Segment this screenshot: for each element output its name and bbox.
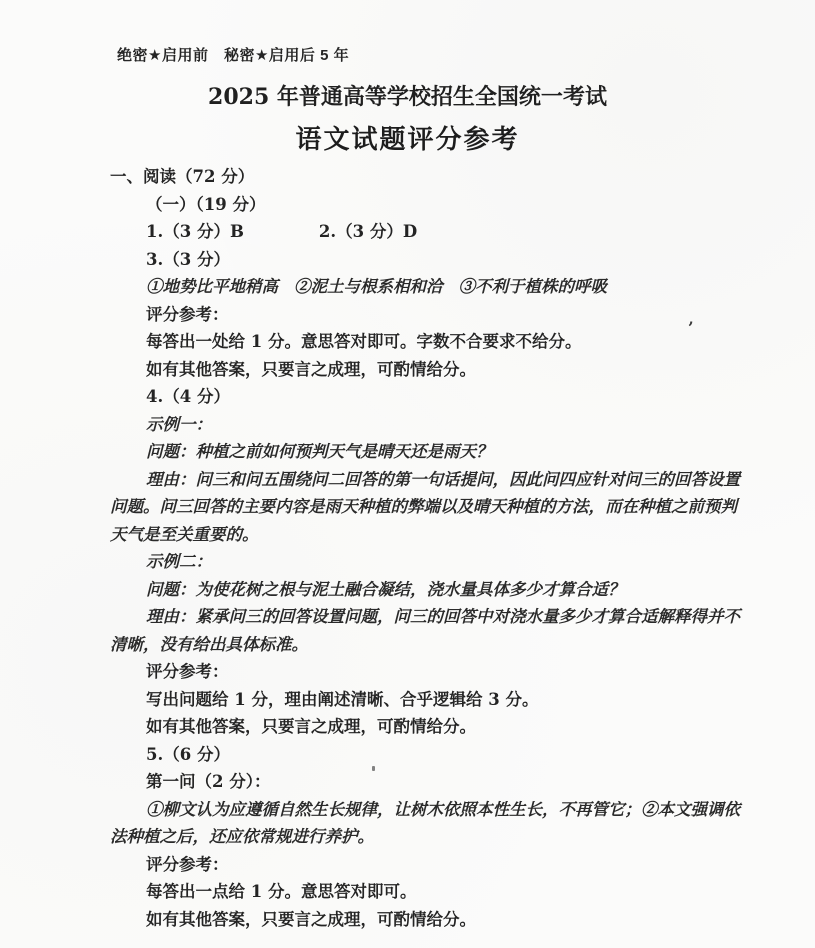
text-line bbox=[110, 273, 722, 301]
text-line bbox=[110, 218, 722, 246]
scan-artifact-speck bbox=[372, 766, 375, 771]
text-line: 每答出一处给 1 分。意思答对即可。字数不合要求不给分。 bbox=[146, 332, 582, 351]
secrecy-notice: 绝密★启用前 秘密★启用后 5 年 bbox=[117, 47, 350, 64]
text-line: 问题：种植之前如何预判天气是晴天还是雨天？ bbox=[146, 442, 493, 461]
text-segment: 2.（3 分）D bbox=[318, 222, 418, 241]
text-line: 3.（3 分） bbox=[146, 249, 230, 269]
text-line: ①柳文认为应遵循自然生长规律，让树木依照本性生长，不再管它；②本文强调依 bbox=[146, 799, 740, 819]
text-line: 4.（4 分） bbox=[146, 387, 230, 406]
text-line: 法种植之后，还应依常规进行养护。 bbox=[110, 827, 374, 846]
text-line: 清晰，没有给出具体标准。 bbox=[110, 634, 308, 654]
text-line: 如有其他答案，只要言之成理，可酌情给分。 bbox=[146, 359, 476, 379]
text-line: 如有其他答案，只要言之成理，可酌情给分。 bbox=[146, 717, 476, 736]
document-body bbox=[110, 163, 740, 933]
text-line: 5.（6 分） bbox=[146, 744, 230, 764]
text-line: 示例二： bbox=[146, 552, 212, 571]
text-segment: ③不利于植株的呼吸 bbox=[458, 277, 607, 296]
text-line: 评分参考： bbox=[146, 662, 229, 681]
scan-artifact-comma: ’ bbox=[688, 318, 694, 337]
text-segment: ①地势比平地稍高 bbox=[146, 277, 278, 296]
text-line: 写出问题给 1 分，理由阐述清晰、合乎逻辑给 3 分。 bbox=[146, 689, 539, 709]
text-line: 一、阅读（72 分） bbox=[110, 167, 255, 186]
text-line: 每答出一点给 1 分。意思答对即可。 bbox=[146, 882, 417, 901]
text-line: （一）（19 分） bbox=[146, 194, 266, 214]
text-line: 天气是至关重要的。 bbox=[110, 524, 259, 544]
text-line: 评分参考： bbox=[146, 854, 229, 874]
text-line: 如有其他答案，只要言之成理，可酌情给分。 bbox=[146, 909, 476, 929]
exam-title: 2025 年普通高等学校招生全国统一考试 bbox=[208, 84, 607, 110]
text-line: 示例一： bbox=[146, 414, 212, 434]
text-line: 问题：为使花树之根与泥土融合凝结，浇水量具体多少才算合适？ bbox=[146, 579, 625, 599]
text-segment: 1.（3 分）B bbox=[146, 222, 244, 241]
text-line: 问题。问三回答的主要内容是雨天种植的弊端以及晴天种植的方法，而在种植之前预判 bbox=[110, 497, 737, 516]
text-line: 理由：问三和问五围绕问二回答的第一句话提问，因此问四应针对问三的回答设置 bbox=[146, 469, 740, 489]
text-line: 评分参考： bbox=[146, 304, 229, 324]
text-line: 第一问（2 分）： bbox=[146, 772, 271, 791]
text-line: 理由：紧承问三的回答设置问题，问三的回答中对浇水量多少才算合适解释得并不 bbox=[146, 607, 740, 626]
document-title: 语文试题评分参考 bbox=[295, 125, 520, 155]
text-segment: ②泥土与根系相和洽 bbox=[294, 277, 443, 296]
